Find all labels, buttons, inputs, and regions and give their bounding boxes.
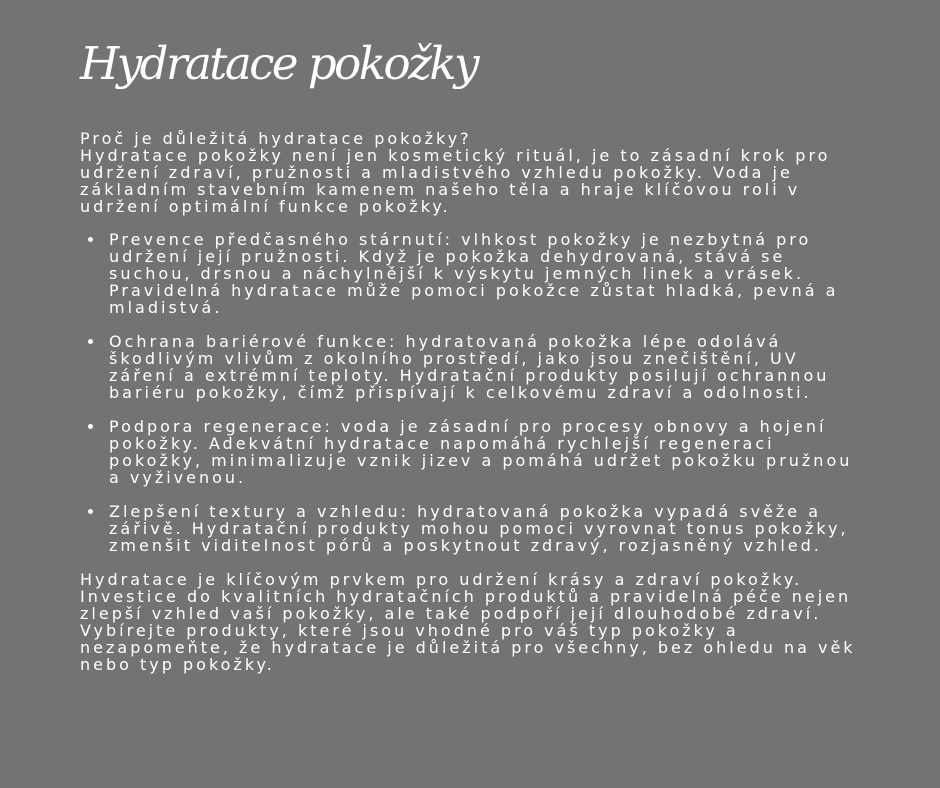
article-body — [80, 130, 870, 673]
bullet-icon — [88, 339, 93, 344]
intro-section — [80, 130, 870, 215]
intro-question: Proč je důležitá hydratace pokožky? — [80, 129, 472, 148]
list-item — [80, 333, 860, 401]
list-item — [80, 503, 860, 554]
intro-text: Hydratace pokožky není jen kosmetický rituál, je to zásadní krok pro udržení zdraví, pružnosti a mladistvého vzhledu pokožky. Voda je základním stavebním kamenem našeho těla a hraje klíčovou roli v udržení optimální funkce pokožky. — [80, 146, 831, 216]
conclusion-paragraph: Hydratace je klíčovým prvkem pro udržení krásy a zdraví pokožky. Investice do kvalitních hydratačních produktů a pravidelná péče nejen zlepší vzhled vaší pokožky, ale také podpoří její dlouhodobé zdraví. Vybírejte produkty, které jsou vhodné pro váš typ pokožky a nezapomeňte, že hydratace je důležitá pro všechny, bez ohledu na věk nebo typ pokožky. — [80, 570, 856, 674]
list-item-text: Prevence předčasného stárnutí: vlhkost pokožky je nezbytná pro udržení její pružnosti. Když je pokožka dehydrovaná, stává se suchou, drsnou a náchylnější k výskytu jemných linek a vrásek. Pravidelná hydratace může pomoci pokožce zůstat hladká, pevná a mladistvá. — [109, 230, 839, 317]
list-item-text: Podpora regenerace: voda je zásadní pro procesy obnovy a hojení pokožky. Adekvátní hydratace napomáhá rychlejší regeneraci pokožky, minimalizuje vznik jizev a pomáhá udržet pokožku pružnou a vyživenou. — [109, 417, 853, 487]
list-item — [80, 231, 860, 316]
bullet-icon — [88, 509, 93, 514]
list-item — [80, 418, 860, 486]
bullet-icon — [88, 424, 93, 429]
benefits-list — [80, 231, 870, 554]
list-item-text: Zlepšení textury a vzhledu: hydratovaná pokožka vypadá svěže a zářivě. Hydratační produkty mohou pomoci vyrovnat tonus pokožky, zmenšit viditelnost pórů a poskytnout zdravý, rozjasněný vzhled. — [109, 502, 849, 555]
bullet-icon — [88, 237, 93, 242]
page-title: Hydratace pokožky — [80, 37, 478, 90]
list-item-text: Ochrana bariérové funkce: hydratovaná pokožka lépe odolává škodlivým vlivům z okolního prostředí, jako jsou znečištění, UV záření a extrémní teploty. Hydratační produkty posilují ochrannou bariéru pokožky, čímž přispívají k celkovému zdraví a odolnosti. — [109, 332, 830, 402]
